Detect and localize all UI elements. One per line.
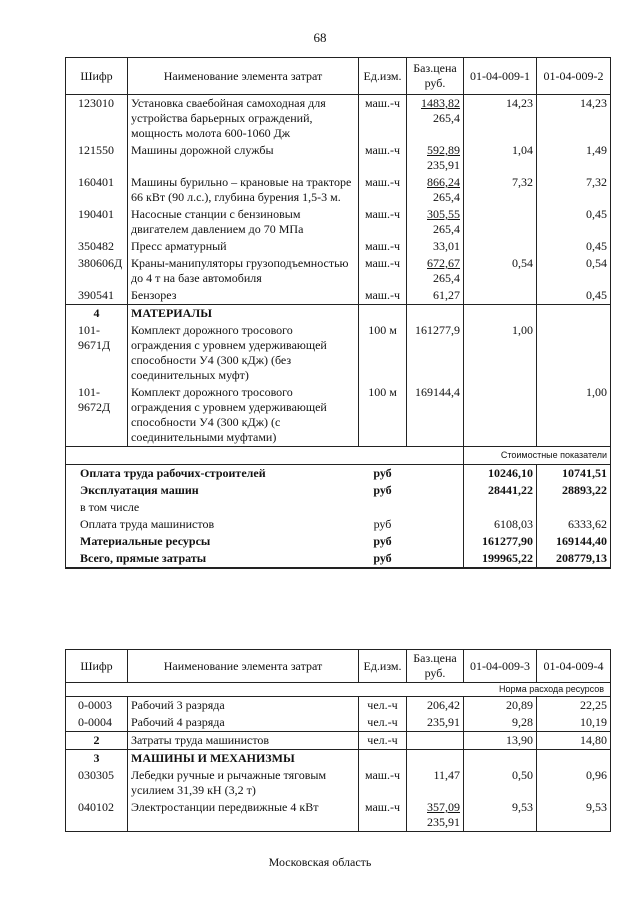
total-value-1: [464, 499, 537, 516]
resource-code: 030305: [66, 767, 128, 799]
table-row: [66, 238, 611, 255]
total-label: Оплата труда рабочих-строителей: [66, 465, 359, 483]
col-variant4-header: 01-04-009-4: [537, 650, 611, 683]
total-value-1: 10246,10: [464, 465, 537, 483]
total-value-2: 28893,22: [537, 482, 611, 499]
resource-code: 121550: [66, 142, 128, 174]
norm-value-2: 22,25: [537, 697, 611, 715]
col-price-header: Баз.цена руб.: [407, 650, 464, 683]
norm-value-2: [537, 322, 611, 384]
section-number: 3: [66, 750, 128, 768]
base-price: 61,27: [407, 287, 464, 305]
resource-name: Рабочий 3 разряда: [128, 697, 359, 715]
resource-unit: маш.-ч: [359, 767, 407, 799]
resource-name: Установка сваебойная самоходная для устройства барьерных ограждений, мощность молота 600-1060 Дж: [128, 95, 359, 143]
table-row: [66, 95, 611, 143]
norm-value-2: 10,19: [537, 714, 611, 732]
total-label: Эксплуатация машин: [66, 482, 359, 499]
total-value-1: 28441,22: [464, 482, 537, 499]
resource-code: 160401: [66, 174, 128, 206]
total-value-1: 161277,90: [464, 533, 537, 550]
norm-value-1: 0,54: [464, 255, 537, 287]
base-price: [407, 142, 464, 174]
base-price: 11,47: [407, 767, 464, 799]
price-current: 1483,82: [421, 96, 460, 110]
base-price: [407, 799, 464, 832]
total-row: [66, 482, 611, 499]
empty-cell: [407, 750, 464, 768]
norm-value-2: 1,00: [537, 384, 611, 447]
norm-value-1: [464, 384, 537, 447]
price-index: 265,4: [433, 190, 460, 204]
resource-code: 101-9671Д: [66, 322, 128, 384]
table-row: [66, 799, 611, 832]
total-label: Материальные ресурсы: [66, 533, 359, 550]
price-current: 866,24: [427, 175, 460, 189]
resource-table-1: [65, 57, 611, 569]
total-value-2: 10741,51: [537, 465, 611, 483]
col-code-header: Шифр: [66, 58, 128, 95]
total-label: в том числе: [66, 499, 359, 516]
section-row: [66, 750, 611, 768]
table-row: [66, 206, 611, 238]
price-current: 592,89: [427, 143, 460, 157]
empty-cell: [407, 533, 464, 550]
total-value-1: 6108,03: [464, 516, 537, 533]
page-number: 68: [313, 30, 327, 45]
resource-code: 350482: [66, 238, 128, 255]
resource-name: Машины бурильно – крановые на тракторе 66 кВт (90 л.с.), глубина бурения 1,5-3 м.: [128, 174, 359, 206]
total-unit: руб: [359, 550, 407, 568]
resource-name: Электростанции передвижные 4 кВт: [128, 799, 359, 832]
empty-cell: [537, 305, 611, 323]
total-unit: руб: [373, 483, 392, 497]
col-price-header: Баз.цена руб.: [407, 58, 464, 95]
resource-code: 101-9672Д: [66, 384, 128, 447]
resource-name: Насосные станции с бензиновым двигателем давлением до 70 МПа: [128, 206, 359, 238]
price-index: 265,4: [433, 111, 460, 125]
table-header: [66, 650, 611, 683]
norm-value-1: 7,32: [464, 174, 537, 206]
col-name-header: Наименование элемента затрат: [128, 58, 359, 95]
base-price: [407, 206, 464, 238]
norm-value-2: 7,32: [537, 174, 611, 206]
resource-unit: 100 м: [359, 384, 407, 447]
table-row: [66, 287, 611, 305]
norm-value-1: [464, 206, 537, 238]
base-price: [407, 95, 464, 143]
resource-unit: чел.-ч: [359, 714, 407, 732]
norm-value-2: 0,45: [537, 287, 611, 305]
col-variant2-header: 01-04-009-2: [537, 58, 611, 95]
section-unit: чел.-ч: [359, 732, 407, 750]
empty-cell: [537, 750, 611, 768]
empty-cell: [407, 305, 464, 323]
empty-cell: [359, 305, 407, 323]
total-value-1: 199965,22: [464, 550, 537, 568]
table-row: [66, 384, 611, 447]
resource-unit: маш.-ч: [359, 95, 407, 143]
section-title: МАТЕРИАЛЫ: [128, 305, 359, 323]
price-current: 357,09: [427, 800, 460, 814]
norm-label: Норма расхода ресурсов: [66, 683, 611, 697]
norm-value-2: 0,45: [537, 206, 611, 238]
resource-name: Лебедки ручные и рычажные тяговым усилием 31,39 кН (3,2 т): [128, 767, 359, 799]
empty-cell: [464, 305, 537, 323]
resource-code: 040102: [66, 799, 128, 832]
cost-indicators-row: [66, 447, 611, 465]
section-row: [66, 305, 611, 323]
price-index: 235,91: [427, 815, 460, 829]
total-row: [66, 533, 611, 550]
total-value-2: [537, 499, 611, 516]
base-price: 235,91: [407, 714, 464, 732]
total-unit: [359, 499, 407, 516]
col-unit-header: Ед.изм.: [359, 650, 407, 683]
base-price: [407, 174, 464, 206]
resource-unit: маш.-ч: [359, 206, 407, 238]
section-title: МАШИНЫ И МЕХАНИЗМЫ: [128, 750, 359, 768]
cost-indicators-label: Стоимостные показатели: [464, 447, 611, 465]
total-row: [66, 550, 611, 568]
norm-value-1: 9,28: [464, 714, 537, 732]
resource-unit: маш.-ч: [359, 799, 407, 832]
norm-value-2: 0,54: [537, 255, 611, 287]
section-number: 2: [66, 732, 128, 750]
price-index: 265,4: [433, 222, 460, 236]
base-price: 169144,4: [407, 384, 464, 447]
norm-value-1: 20,89: [464, 697, 537, 715]
resource-name: Краны-манипуляторы грузоподъемностью до 4 т на базе автомобиля: [128, 255, 359, 287]
empty-cell: [407, 465, 464, 483]
col-code-header: Шифр: [66, 650, 128, 683]
resource-unit: маш.-ч: [359, 174, 407, 206]
total-value-2: 6333,62: [537, 516, 611, 533]
price-index: 265,4: [433, 271, 460, 285]
norm-value-1: 1,00: [464, 322, 537, 384]
resource-table-2: [65, 649, 611, 832]
price-current: 672,67: [427, 256, 460, 270]
empty-cell: [407, 482, 464, 499]
resource-code: 0-0003: [66, 697, 128, 715]
total-row: [66, 465, 611, 483]
resource-code: 190401: [66, 206, 128, 238]
table-row: [66, 697, 611, 715]
resource-unit: маш.-ч: [359, 287, 407, 305]
norm-value-2: 14,23: [537, 95, 611, 143]
empty-cell: [359, 750, 407, 768]
base-price: [407, 255, 464, 287]
section-price: [407, 732, 464, 750]
resource-unit: чел.-ч: [359, 697, 407, 715]
norm-value-1: [464, 287, 537, 305]
total-label: Всего, прямые затраты: [66, 550, 359, 568]
section-number: 4: [66, 305, 128, 323]
resource-code: 390541: [66, 287, 128, 305]
empty-cell: [464, 750, 537, 768]
resource-unit: маш.-ч: [359, 142, 407, 174]
resource-unit: маш.-ч: [359, 238, 407, 255]
resource-name: Пресс арматурный: [128, 238, 359, 255]
col-variant1-header: 01-04-009-1: [464, 58, 537, 95]
total-row: [66, 499, 611, 516]
resource-name: Бензорез: [128, 287, 359, 305]
total-unit: руб: [373, 517, 392, 531]
table-header: [66, 58, 611, 95]
col-unit-header: Ед.изм.: [359, 58, 407, 95]
total-value-2: 208779,13: [537, 550, 611, 568]
resource-unit: маш.-ч: [359, 255, 407, 287]
norm-value-2: 9,53: [537, 799, 611, 832]
norm-value-2: 0,45: [537, 238, 611, 255]
base-price: 33,01: [407, 238, 464, 255]
total-unit: руб: [359, 465, 407, 483]
norm-label-row: [66, 683, 611, 697]
norm-value-2: 1,49: [537, 142, 611, 174]
total-label: Оплата труда машинистов: [66, 516, 359, 533]
resource-name: Комплект дорожного тросового ограждения с уровнем удерживающей способности У4 (300 кДж) (без соединительных муфт): [128, 322, 359, 384]
base-price: 161277,9: [407, 322, 464, 384]
section-row: [66, 732, 611, 750]
section-title: Затраты труда машинистов: [128, 732, 359, 750]
empty-cell: [407, 516, 464, 533]
table-row: [66, 174, 611, 206]
total-row: [66, 516, 611, 533]
table-row: [66, 142, 611, 174]
table-row: [66, 714, 611, 732]
base-price: 206,42: [407, 697, 464, 715]
price-index: 235,91: [427, 158, 460, 172]
resource-code: 0-0004: [66, 714, 128, 732]
footer-region: Московская область: [268, 855, 372, 869]
norm-value-1: 9,53: [464, 799, 537, 832]
section-value-1: 13,90: [464, 732, 537, 750]
total-unit: руб: [373, 534, 392, 548]
section-value-2: 14,80: [537, 732, 611, 750]
norm-value-1: 1,04: [464, 142, 537, 174]
resource-name: Рабочий 4 разряда: [128, 714, 359, 732]
empty-cell: [407, 550, 464, 568]
table-row: [66, 767, 611, 799]
resource-code: 380606Д: [66, 255, 128, 287]
col-variant3-header: 01-04-009-3: [464, 650, 537, 683]
resource-name: Комплект дорожного тросового ограждения с уровнем удерживающей способности У4 (300 кДж) (с соединительными муфтами): [128, 384, 359, 447]
empty-cell: [407, 499, 464, 516]
norm-value-1: 14,23: [464, 95, 537, 143]
table-row: [66, 322, 611, 384]
col-name-header: Наименование элемента затрат: [128, 650, 359, 683]
price-current: 305,55: [427, 207, 460, 221]
norm-value-1: 0,50: [464, 767, 537, 799]
norm-value-2: 0,96: [537, 767, 611, 799]
table-row: [66, 255, 611, 287]
resource-name: Машины дорожной службы: [128, 142, 359, 174]
resource-code: 123010: [66, 95, 128, 143]
norm-value-1: [464, 238, 537, 255]
resource-unit: 100 м: [359, 322, 407, 384]
total-value-2: 169144,40: [537, 533, 611, 550]
